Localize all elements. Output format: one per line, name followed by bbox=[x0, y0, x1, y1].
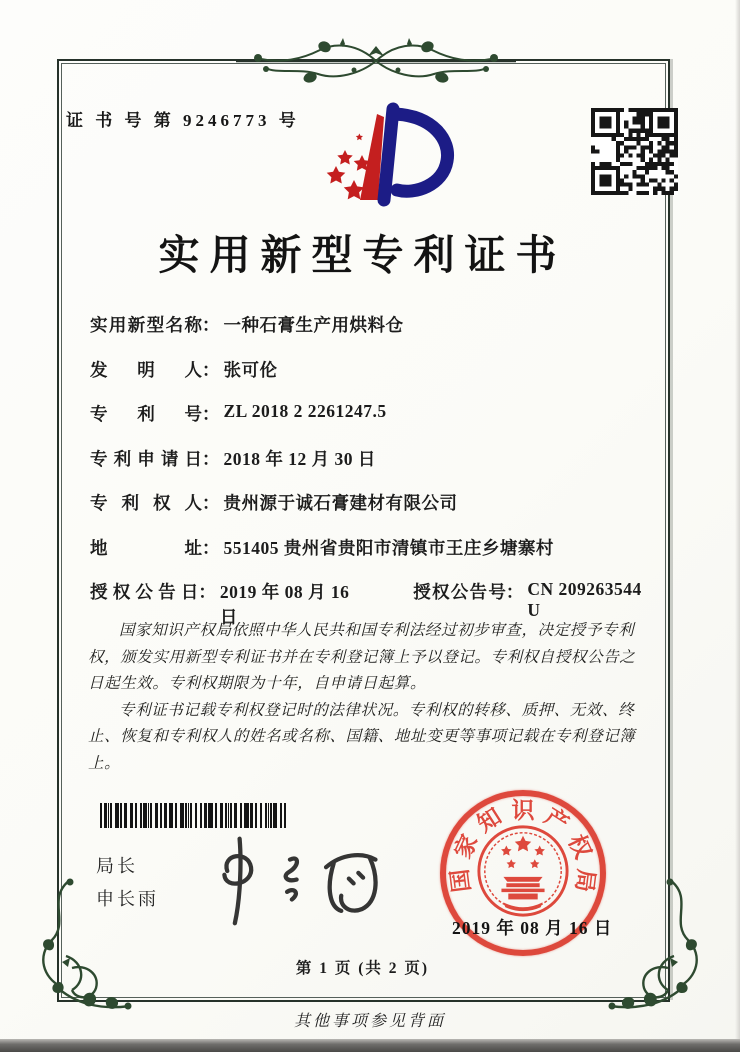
field-colon: ： bbox=[505, 582, 524, 602]
scan-edge-bottom bbox=[0, 1039, 740, 1052]
barcode bbox=[100, 803, 286, 828]
seal-char: 家 bbox=[450, 830, 483, 863]
field-label: 专利申请日 bbox=[90, 448, 202, 469]
field-label: 实用新型名称 bbox=[90, 315, 202, 335]
top-flourish-ornament bbox=[236, 34, 516, 88]
field-label: 地 址 bbox=[90, 537, 202, 558]
seal-char: 国 bbox=[447, 867, 475, 894]
legal-paragraph-1: 国家知识产权局依照中华人民共和国专利法经过初步审查，决定授予专利权，颁发实用新型专利证书并在专利登记簿上予以登记。专利权自授权公告之日起生效。专利权期限为十年，自申请日起算。 bbox=[88, 622, 636, 692]
scan-edge-right bbox=[735, 0, 740, 1052]
seal-char: 识 bbox=[511, 798, 535, 823]
grant-no-value: CN 209263544 U bbox=[527, 579, 642, 620]
page-number: 第 1 页 (共 2 页) bbox=[295, 960, 430, 977]
field-label: 专 利 权 人 bbox=[90, 493, 202, 513]
field-row-patent-no bbox=[90, 401, 655, 446]
field-row-filing-date bbox=[90, 446, 655, 491]
cnipa-logo bbox=[298, 100, 470, 208]
seal-date: 2019 年 08 月 16 日 bbox=[452, 918, 613, 938]
legal-text bbox=[88, 618, 650, 777]
field-colon: ： bbox=[202, 448, 220, 469]
grant-date-value: 2019 年 08 月 16 日 bbox=[219, 582, 350, 627]
scan-shadow-right-border bbox=[670, 59, 673, 1000]
director-name-label: 申长雨 bbox=[96, 889, 159, 909]
seal-char: 产 bbox=[540, 803, 573, 838]
field-colon: ： bbox=[202, 359, 220, 380]
field-colon: ： bbox=[202, 315, 220, 335]
qr-code bbox=[591, 108, 678, 195]
field-value: 551405 贵州省贵阳市清镇市王庄乡塘寨村 bbox=[223, 537, 554, 558]
field-row-grant bbox=[90, 579, 655, 627]
certificate-title: 实用新型专利证书 bbox=[158, 232, 567, 278]
field-row-patentee bbox=[90, 490, 655, 535]
field-label: 发 明 人 bbox=[90, 359, 202, 380]
field-value: 贵州源于诚石膏建材有限公司 bbox=[223, 493, 458, 513]
seal-char: 知 bbox=[473, 803, 506, 838]
reverse-side-note: 其他事项参见背面 bbox=[293, 1013, 446, 1030]
legal-paragraph-2: 专利证书记载专利权登记时的法律状况。专利权的转移、质押、无效、终止、恢复和专利权人的姓名或名称、国籍、地址变更等事项记载在专利登记簿上。 bbox=[88, 701, 636, 772]
director-title-label: 局长 bbox=[96, 856, 138, 876]
field-colon: ： bbox=[198, 582, 216, 602]
field-row-address bbox=[90, 535, 655, 580]
certificate-fields bbox=[90, 312, 655, 627]
field-value: 一种石膏生产用烘料仓 bbox=[223, 315, 404, 335]
grant-date-label: 授权公告日 bbox=[90, 582, 199, 602]
field-row-name bbox=[90, 312, 655, 357]
field-value: 2018 年 12 月 30 日 bbox=[223, 448, 376, 469]
seal-char: 局 bbox=[571, 867, 599, 894]
bottom-right-flourish bbox=[604, 878, 714, 1020]
seal-char: 权 bbox=[563, 830, 596, 863]
field-row-inventor bbox=[90, 357, 655, 402]
certificate-number: 证 书 号 第 9246773 号 bbox=[66, 111, 300, 130]
field-colon: ： bbox=[202, 493, 220, 513]
director-signature bbox=[196, 833, 401, 928]
field-value: 张可伦 bbox=[223, 359, 278, 380]
field-colon: ： bbox=[202, 404, 220, 424]
field-label: 专 利 号 bbox=[90, 404, 202, 424]
grant-no-label: 授权公告号 bbox=[413, 582, 506, 602]
national-emblem-icon bbox=[474, 822, 572, 920]
field-value: ZL 2018 2 2261247.5 bbox=[223, 401, 387, 421]
field-colon: ： bbox=[202, 537, 220, 558]
